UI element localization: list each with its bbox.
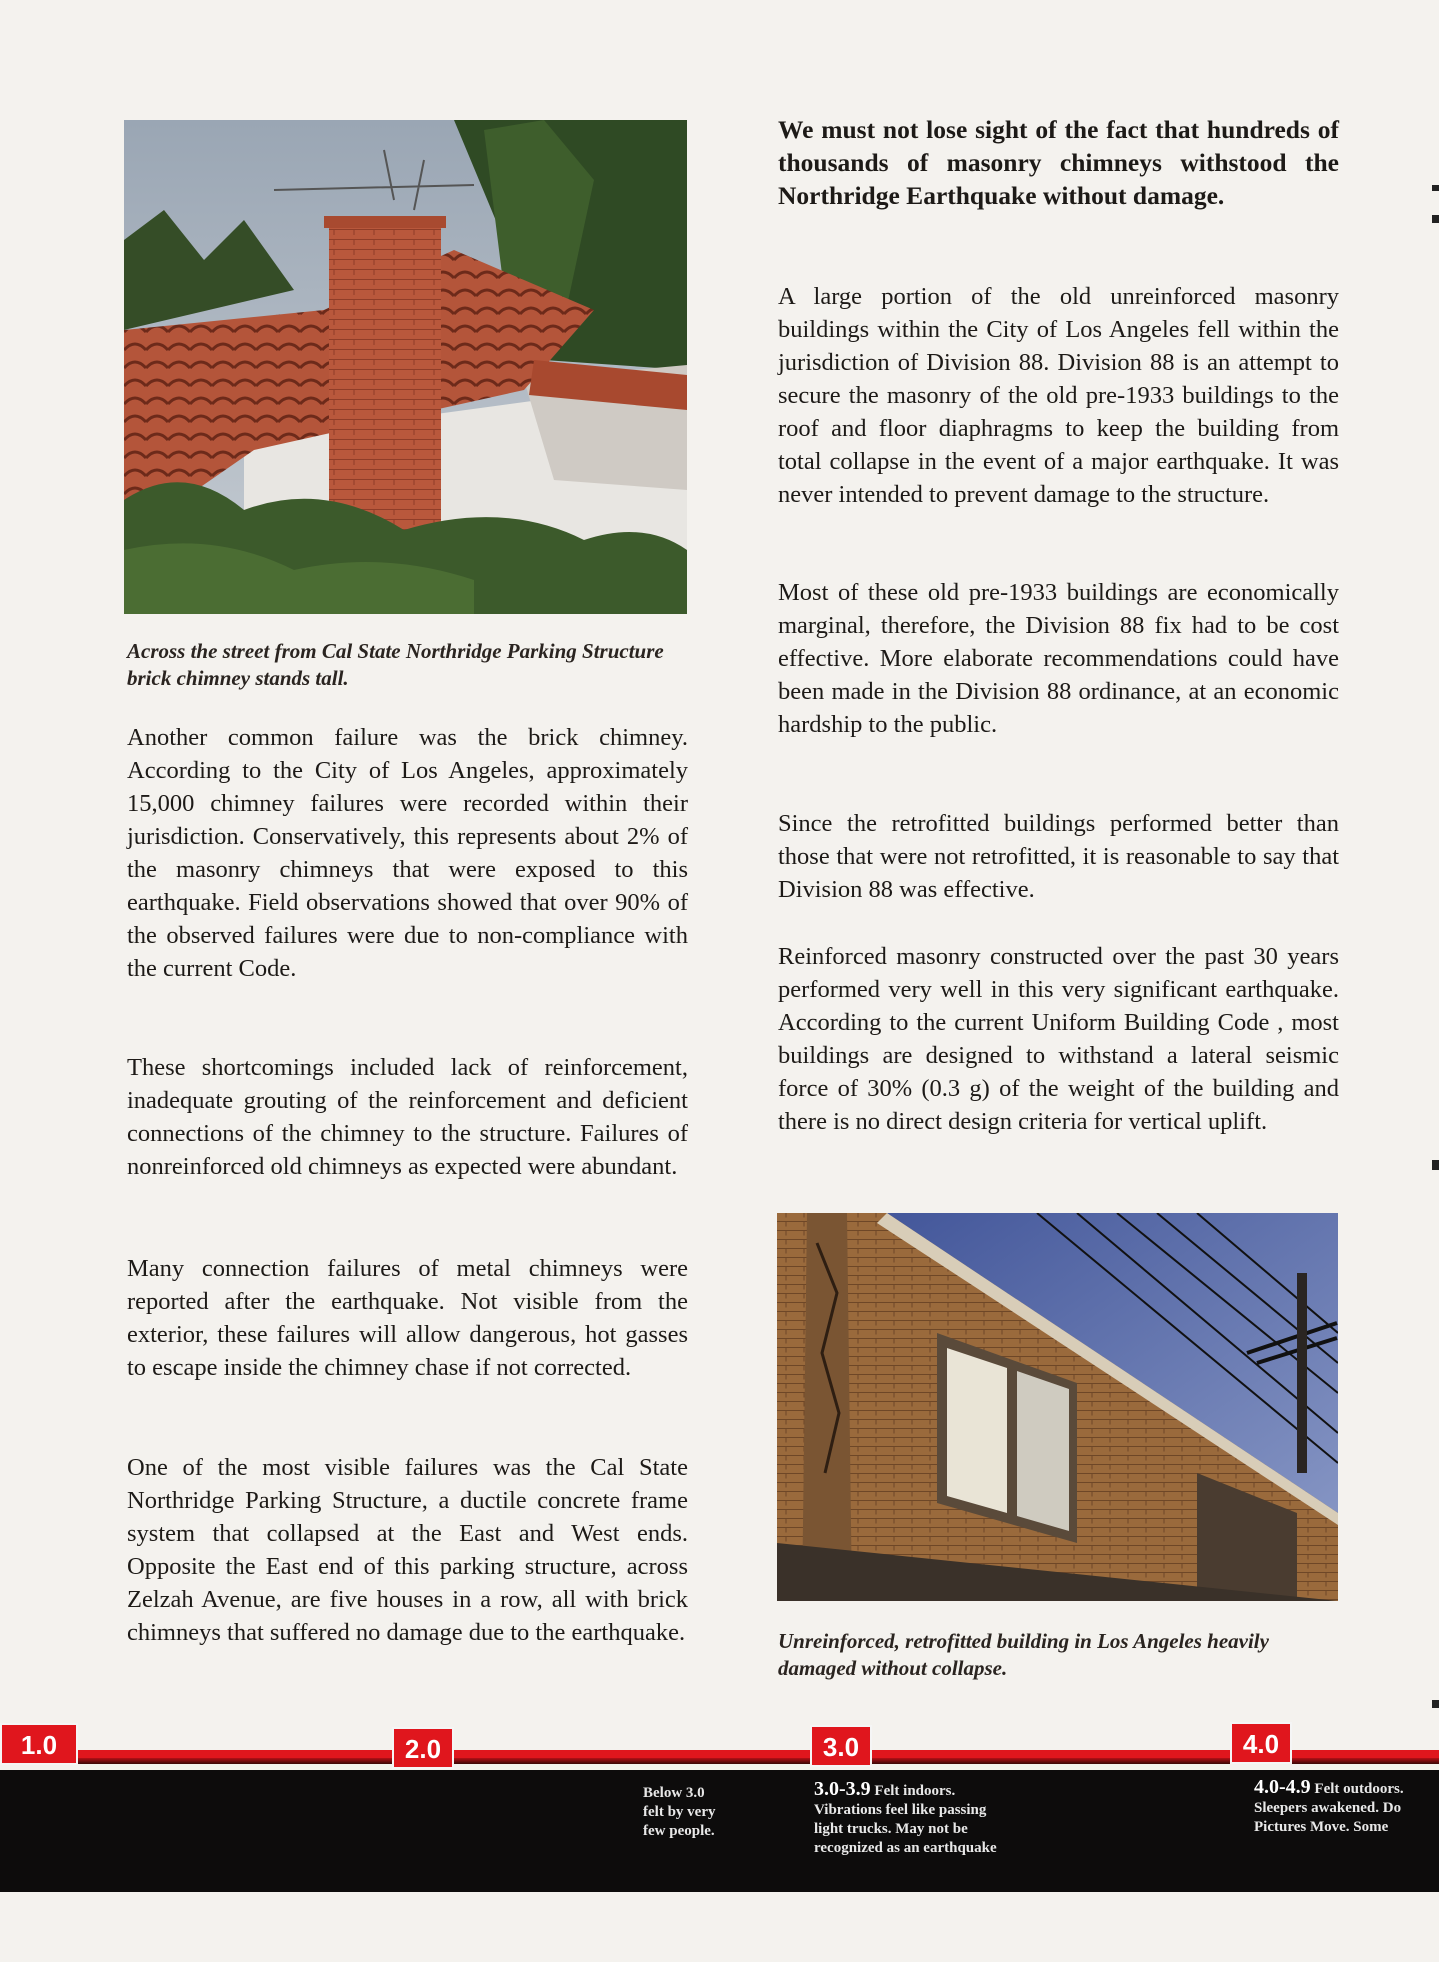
scale-marker-2-0: 2.0 [392,1727,454,1769]
edge-mark [1432,1700,1439,1708]
scale-note-3-to-3-9: 3.0-3.9 Felt indoors. Vibrations feel like passing light trucks. May not be recognized as an earthquake [814,1780,997,1856]
chimney-photo [124,120,687,614]
magnitude-scale-line [0,1750,1439,1758]
scale-marker-3-0: 3.0 [810,1725,872,1767]
building-photo-caption: Unreinforced, retrofitted building in Los Angeles heavily damaged without collapse. [778,1629,1269,1680]
chimney-photo-image [124,120,687,614]
right-lead-statement: We must not lose sight of the fact that hundreds of thousands of masonry chimneys withstood the Northridge Earthquake without damage. [778,115,1339,210]
building-photo-image [777,1213,1338,1601]
right-paragraph-1: A large portion of the old unreinforced masonry buildings within the City of Los Angeles fell within the jurisdiction of Division 88. Division 88 is an attempt to secure the masonry of the old pre-1933 buildings to the roof and floor diaphragms to keep the building from total collapse in the event of a major earthquake. It was never intended to prevent damage to the structure. [778,283,1339,508]
left-paragraph-3: Many connection failures of metal chimneys were reported after the earthquake. Not visible from the exterior, these failures will allow dangerous, hot gasses to escape inside the chimney chase if not corrected. [127,1255,688,1381]
building-photo [777,1213,1338,1601]
scale-marker-4-0: 4.0 [1230,1722,1292,1764]
left-paragraph-2: These shortcomings included lack of reinforcement, inadequate grouting of the reinforcement and deficient connections of the chimney to the structure. Failures of nonreinforced old chimneys as expected were abundant. [127,1054,688,1180]
right-paragraph-4: Reinforced masonry constructed over the past 30 years performed very well in this very significant earthquake. According to the current Uniform Building Code , most buildings are designed to withstand a lateral seismic force of 30% (0.3 g) of the weight of the building and there is no direct design criteria for vertical uplift. [778,943,1339,1135]
edge-mark [1432,215,1439,223]
right-paragraph-3: Since the retrofitted buildings performed better than those that were not retrofitted, it is reasonable to say that Division 88 was effective. [778,810,1339,903]
edge-mark [1432,185,1439,191]
scale-marker-1-0: 1.0 [0,1723,78,1765]
chimney-photo-caption: Across the street from Cal State Northridge Parking Structure brick chimney stands tall. [127,639,664,690]
left-paragraph-4: One of the most visible failures was the Cal State Northridge Parking Structure, a ductile concrete frame system that collapsed at the East and West ends. Opposite the East end of this parking structure, across Zelzah Avenue, are five houses in a row, all with brick chimneys that suffered no damage due to the earthquake. [127,1454,688,1646]
magnitude-scale-line-shadow [0,1758,1439,1764]
left-paragraph-1: Another common failure was the brick chimney. According to the City of Los Angeles, approximately 15,000 chimney failures were recorded within their jurisdiction. Conservatively, this represents about 2% of the masonry chimneys that were exposed to this earthquake. Field observations showed that over 90% of the observed failures were due to non-compliance with the current Code. [127,724,688,982]
right-paragraph-2: Most of these old pre-1933 buildings are economically marginal, therefore, the Division 88 fix had to be cost effective. More elaborate recommendations could have been made in the Division 88 ordinance, at an economic hardship to the public. [778,579,1339,738]
scale-note-below-3: Below 3.0 felt by very few people. [643,1785,716,1839]
edge-mark [1432,1160,1439,1170]
scale-note-4-to-4-9: 4.0-4.9 Felt outdoors. Sleepers awakened. Do Pictures Move. Some [1254,1778,1404,1835]
